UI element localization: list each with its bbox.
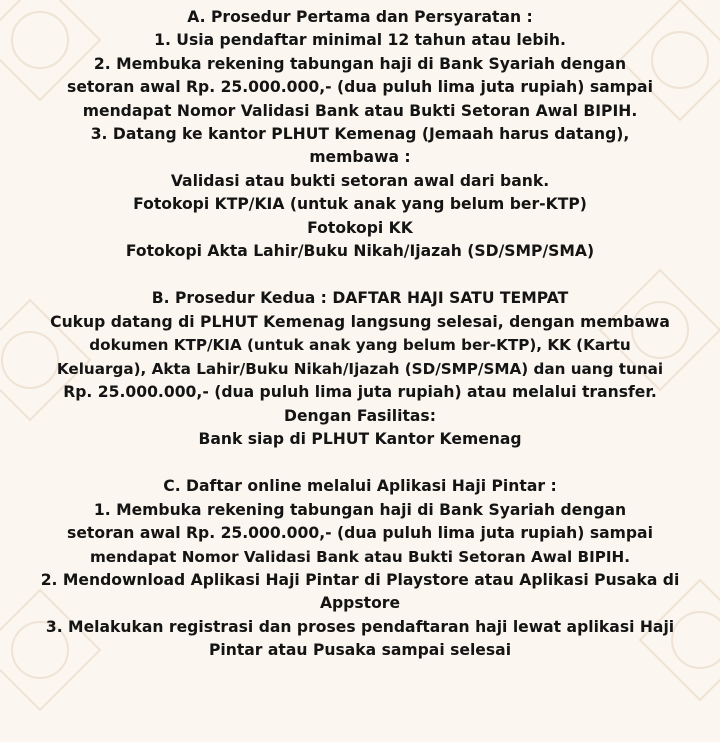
section-spacer (0, 451, 720, 475)
section-b-line: dokumen KTP/KIA (untuk anak yang belum ber-KTP), KK (Kartu (89, 336, 631, 355)
section-c-line: setoran awal Rp. 25.000.000,- (dua puluh lima juta rupiah) sampai (67, 524, 653, 543)
section-a-line: Fotokopi KK (307, 218, 413, 237)
section-c-line: 1. Membuka rekening tabungan haji di Bank Syariah dengan (93, 500, 627, 519)
section-a-line: mendapat Nomor Validasi Bank atau Bukti Setoran Awal BIPIH. (82, 101, 638, 120)
section-c-line: 3. Melakukan registrasi dan proses pendaftaran haji lewat aplikasi Haji (45, 617, 675, 636)
section-a-line: 2. Membuka rekening tabungan haji di Bank Syariah dengan (93, 54, 627, 73)
section-c-line: mendapat Nomor Validasi Bank atau Bukti Setoran Awal BIPIH. (89, 547, 631, 566)
section-c-line: Pintar atau Pusaka sampai selesai (208, 641, 512, 660)
section-b-line: Rp. 25.000.000,- (dua puluh lima juta rupiah) atau melalui transfer. (63, 383, 657, 402)
section-a-line: Validasi atau bukti setoran awal dari bank. (170, 171, 550, 190)
section-spacer (0, 263, 720, 287)
section-b-line: Cukup datang di PLHUT Kemenag langsung selesai, dengan membawa (50, 312, 670, 331)
section-a-line: 1. Usia pendaftar minimal 12 tahun atau lebih. (154, 31, 566, 50)
section-b (0, 287, 720, 451)
section-c-line: Appstore (319, 594, 401, 613)
section-b-title: B. Prosedur Kedua : DAFTAR HAJI SATU TEMPAT (151, 289, 569, 308)
section-a-line: membawa : (309, 148, 411, 167)
section-c-title: C. Daftar online melalui Aplikasi Haji Pintar : (163, 477, 557, 496)
section-a-line: setoran awal Rp. 25.000.000,- (dua puluh lima juta rupiah) sampai (67, 78, 653, 97)
procedure-document (0, 6, 720, 663)
section-b-line: Dengan Fasilitas: (284, 406, 436, 425)
section-c-line: 2. Mendownload Aplikasi Haji Pintar di Playstore atau Aplikasi Pusaka di (40, 570, 680, 589)
section-b-line: Bank siap di PLHUT Kantor Kemenag (198, 429, 522, 448)
section-a-title: A. Prosedur Pertama dan Persyaratan : (187, 8, 533, 26)
section-c (0, 475, 720, 662)
section-a-line: Fotokopi KTP/KIA (untuk anak yang belum ber-KTP) (133, 195, 587, 214)
section-b-line: Keluarga), Akta Lahir/Buku Nikah/Ijazah (SD/SMP/SMA) dan uang tunai (56, 359, 664, 378)
section-a-line: Fotokopi Akta Lahir/Buku Nikah/Ijazah (SD/SMP/SMA) (125, 242, 595, 261)
section-a-line: 3. Datang ke kantor PLHUT Kemenag (Jemaah harus datang), (90, 125, 630, 144)
section-a (0, 6, 720, 263)
